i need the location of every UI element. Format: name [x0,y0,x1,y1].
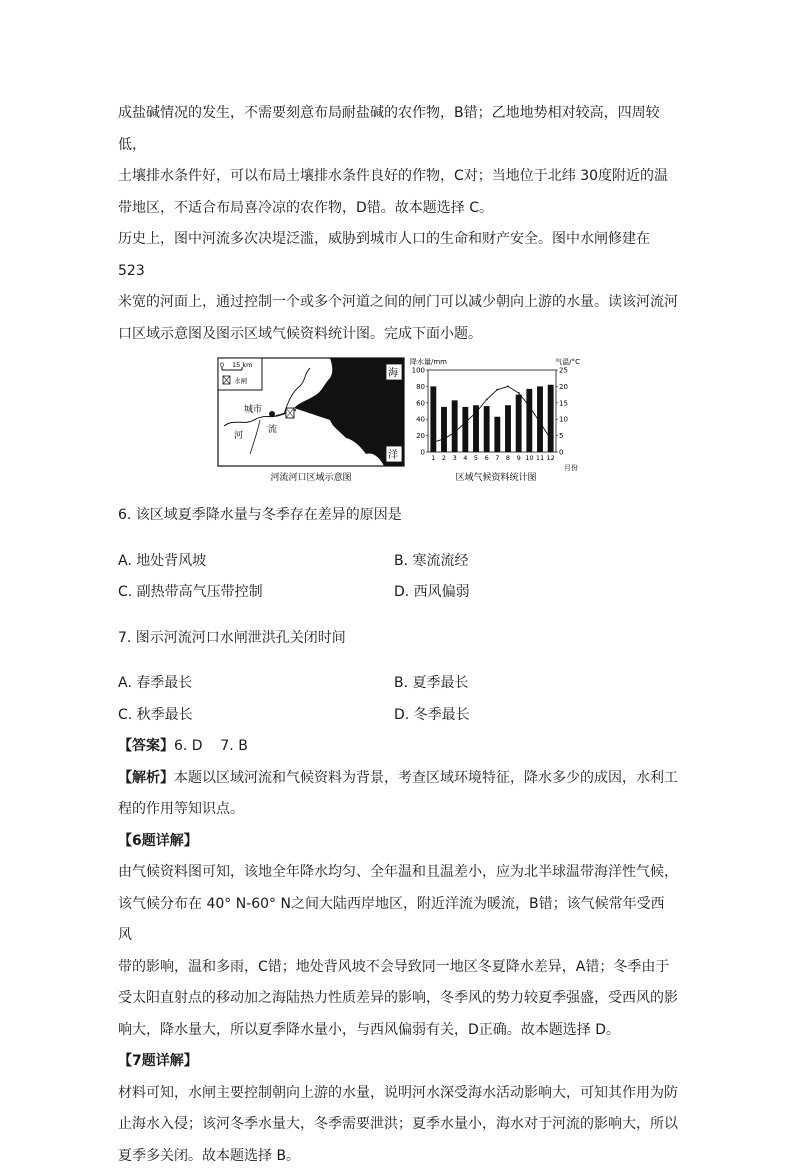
chart-right-tick-label: 10 [559,416,568,424]
chart-left-tick-label: 80 [416,383,425,391]
q6-options-row-1 [118,546,678,578]
chart-bar [441,407,447,452]
city-marker [269,411,275,417]
chart-left-tick-label: 20 [416,432,425,440]
q7-options-row-2 [118,700,678,732]
figures [118,356,678,486]
chart-temperature-point [550,438,552,440]
chart-x-tick-label: 4 [463,454,467,462]
material-line-3: 口区域示意图及图示区域气候资料统计图。完成下面小题。 [118,319,678,351]
q7-options-row-1 [118,668,678,700]
chart-x-tick-label: 2 [442,454,446,462]
chart-left-tick-label: 0 [421,449,425,457]
chart-right-tick-label: 0 [559,449,563,457]
analysis-label: 【解析】 [118,770,174,786]
intro-line-3: 带地区，不适合布局喜冷凉的农作物，D错。故本题选择 C。 [118,193,678,225]
chart-x-tick-label: 6 [485,454,489,462]
river-mouth-map [214,356,408,484]
chart-temperature-point [518,392,520,394]
chart-bar [516,395,522,452]
document-page [118,98,678,1172]
q6-options-row-2 [118,577,678,609]
detail6-line-5: 响大，降水量大，所以夏季降水量小，与西风偏弱有关，D正确。故本题选择 D。 [118,1015,678,1047]
climate-chart [406,356,584,484]
chart-bar [452,400,458,452]
chart-temperature-point [486,399,488,401]
chart-plot-frame [428,370,556,452]
intro-line-1: 成盐碱情况的发生，不需要刻意布局耐盐碱的农作物，B错；乙地地势相对较高，四周较低， [118,98,678,161]
detail6-line-4: 受太阳直射点的移动加之海陆热力性质差异的影响，冬季风的势力较夏季强盛，受西风的影 [118,983,678,1015]
q6-stem: 6. 该区域夏季降水量与冬季存在差异的原因是 [118,500,678,532]
answer-text: 6. D 7. B [174,738,248,754]
chart-bar [548,385,554,452]
chart-temperature-point [432,441,434,443]
chart-temperature-point [496,389,498,391]
chart-x-tick-label: 12 [547,454,555,462]
chart-bar [526,389,532,452]
chart-x-tick-label: 8 [506,454,510,462]
chart-temperature-point [528,405,530,407]
chart-x-tick-label: 9 [517,454,521,462]
q7-stem: 7. 图示河流河口水闸泄洪孔关闭时间 [118,623,678,655]
detail7-line-1: 材料可知，水闸主要控制朝向上游的水量，说明河水深受海水活动影响大，可知其作用为防 [118,1078,678,1110]
chart-bar [494,417,500,452]
intro-line-2: 土壤排水条件好，可以布局土壤排水条件良好的作物，C对；当地位于北纬 30度附近的温 [118,161,678,193]
chart-left-tick-label: 60 [416,399,425,407]
chart-temperature-point [507,386,509,388]
chart-temperature-point [443,438,445,440]
detail6-line-2: 该气候分布在 40° N-60° N之间大陆西岸地区，附近洋流为暖流，B错；该气候常年受西风 [118,889,678,952]
chart-temperature-line [433,386,550,442]
chart-left-axis-title: 降水量/mm [410,357,447,366]
map-sea-label-1: 海 [388,366,398,379]
detail7-line-3: 夏季多关闭。故本题选择 B。 [118,1141,678,1172]
chart-x-tick-label: 7 [495,454,499,462]
analysis-line-1 [118,763,678,795]
map-scale-label: 15 km [232,361,252,369]
chart-x-tick-label: 5 [474,454,478,462]
answer-line [118,731,678,763]
detail6-line-1: 由气候资料图可知，该地全年降水均匀、全年温和且温差小，应为北半球温带海洋性气候， [118,857,678,889]
chart-right-axis-title: 气温/°C [555,357,580,366]
chart-left-tick-label: 40 [416,416,425,424]
q6-option-c[interactable]: C. 副热带高气压带控制 [118,577,263,609]
map-caption: 河流河口区域示意图 [270,471,351,483]
analysis-line-2: 程的作用等知识点。 [118,794,678,826]
map-sea-label-2: 洋 [388,448,398,461]
chart-temperature-point [539,422,541,424]
map-legend-gate: 水闸 [234,376,248,385]
analysis-text-1: 本题以区域河流和气候资料为背景，考查区域环境特征，降水多少的成因，水利工 [174,770,678,786]
q7-option-a[interactable]: A. 春季最长 [118,668,192,700]
q6-option-b[interactable]: B. 寒流流经 [394,546,469,578]
chart-bar [505,405,511,452]
chart-x-unit: 月份 [564,463,578,472]
map-river-label-2: 流 [268,423,277,435]
chart-bar [462,407,468,452]
chart-x-tick-label: 10 [525,454,533,462]
detail6-line-3: 带的影响，温和多雨，C错；地处背风坡不会导致同一地区冬夏降水差异，A错；冬季由于 [118,952,678,984]
chart-right-tick-label: 25 [559,367,568,375]
q7-option-c[interactable]: C. 秋季最长 [118,700,193,732]
chart-left-tick-label: 100 [412,367,425,375]
chart-temperature-point [475,412,477,414]
map-city-label: 城市 [244,403,262,415]
q7-option-b[interactable]: B. 夏季最长 [394,668,469,700]
material-line-2: 米宽的河面上，通过控制一个或多个河道之间的闸门可以减少朝向上游的水量。读该河流河 [118,287,678,319]
chart-right-tick-label: 15 [559,399,568,407]
chart-x-tick-label: 3 [453,454,457,462]
chart-x-tick-label: 11 [536,454,544,462]
chart-temperature-point [454,431,456,433]
detail7-line-2: 止海水入侵；该河冬季水量大，冬季需要泄洪；夏季水量小，海水对于河流的影响大，所以 [118,1109,678,1141]
map-scale-zero: 0 [220,361,224,369]
q6-option-a[interactable]: A. 地处背风坡 [118,546,206,578]
chart-temperature-point [464,422,466,424]
q6-option-d[interactable]: D. 西风偏弱 [394,577,470,609]
chart-bar [484,406,490,452]
material-line-1: 历史上，图中河流多次决堤泛滥，威胁到城市人口的生命和财产安全。图中水闸修建在 523 [118,224,678,287]
detail7-title: 【7题详解】 [118,1046,678,1078]
chart-right-tick-label: 20 [559,383,568,391]
detail6-title: 【6题详解】 [118,826,678,858]
q7-option-d[interactable]: D. 冬季最长 [394,700,470,732]
answer-label: 【答案】 [118,738,174,754]
chart-x-tick-label: 1 [431,454,435,462]
chart-caption: 区域气候资料统计图 [455,471,536,483]
map-river-label-1: 河 [234,430,243,441]
chart-right-tick-label: 5 [559,432,563,440]
